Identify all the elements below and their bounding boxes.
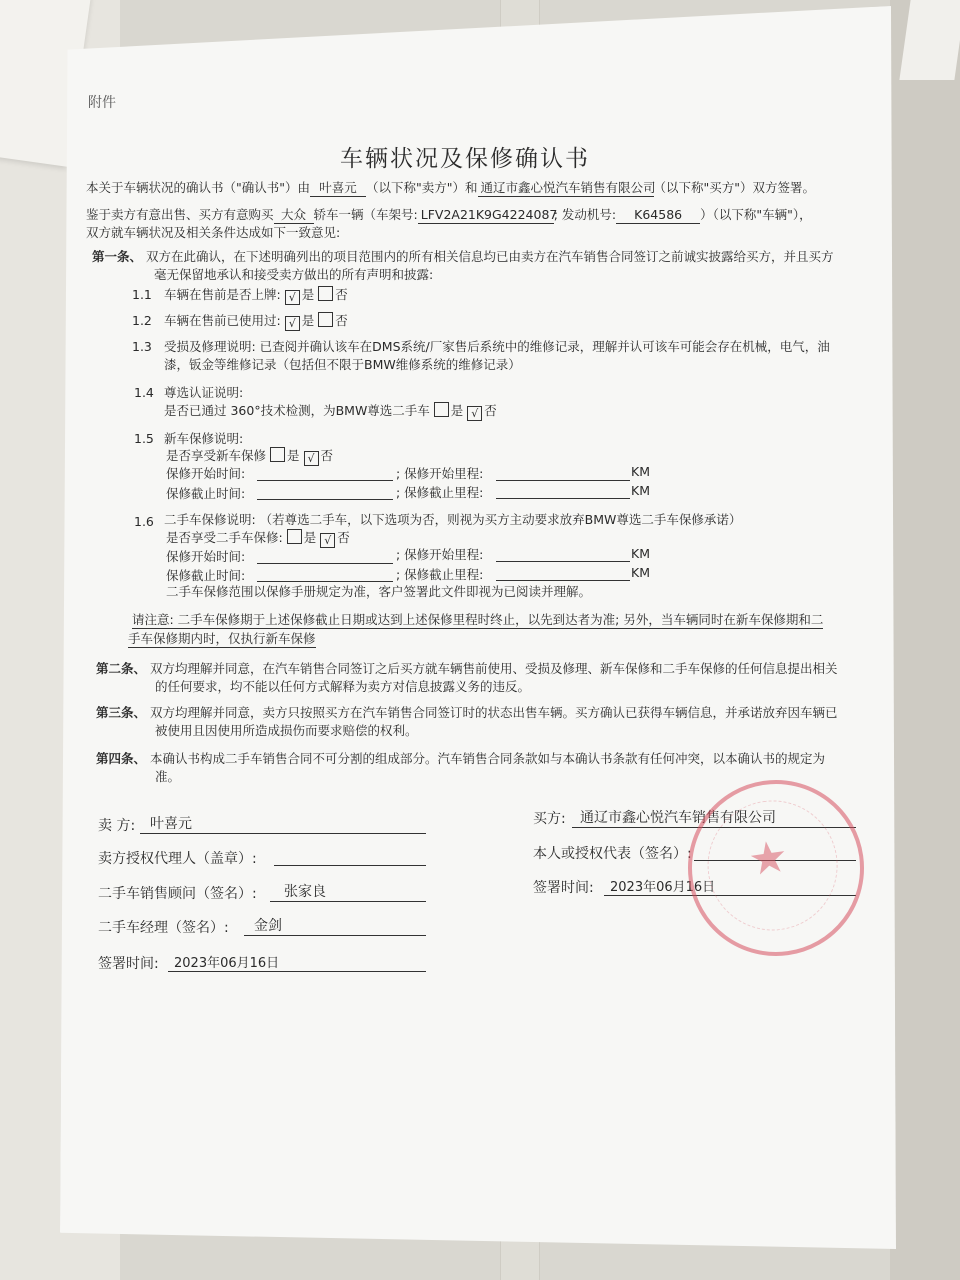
used-car-mileage-start-label: ; 保修开始里程: (396, 547, 484, 562)
item-1-6-line-1: 二手车保修说明: （若尊选二手车，以下选项为否，则视为买方主动要求放弃BMW尊选二手车保修承诺） (164, 512, 742, 527)
item-1-3-line-2: 漆，钣金等维修记录（包括但不限于BMW维修系统的维修记录） (164, 357, 521, 372)
seller-date-label: 签署时间: (98, 956, 159, 972)
used-car-warranty-end-field[interactable] (257, 581, 393, 582)
seller-date-value: 2023年06月16日 (174, 956, 280, 971)
new-car-warranty-start-field[interactable] (257, 480, 393, 481)
used-car-mileage-end-label: ; 保修截止里程: (396, 567, 484, 582)
buyer-rep-label: 本人或授权代表（签名）: (533, 846, 692, 862)
item-1-1-number: 1.1 (132, 287, 152, 302)
notice-line-2: 手车保修期内时，仅执行新车保修 (128, 631, 316, 646)
item-1-5-line-2: 是否享受新车保修 是 √ 否 (166, 448, 334, 465)
seller-label: 卖 方: (98, 818, 136, 834)
seller-agent-line[interactable] (274, 865, 426, 866)
document-title: 车辆状况及保修确认书 (340, 146, 590, 172)
checkbox-empty[interactable] (318, 312, 333, 327)
used-car-warranty-start-field[interactable] (257, 563, 393, 564)
seller-signature-line[interactable] (140, 833, 426, 834)
seller-name: 叶喜元 (310, 179, 366, 197)
manager-label: 二手车经理（签名）: (98, 920, 229, 936)
km-unit: KM (631, 546, 650, 561)
checkbox-checked[interactable]: √ (467, 406, 482, 421)
checkbox-empty[interactable] (318, 286, 333, 301)
background-right (890, 0, 960, 1280)
manager-value: 金剑 (254, 918, 282, 934)
new-car-warranty-end-label: 保修截止时间: (166, 486, 246, 501)
used-car-mileage-end-field[interactable] (496, 580, 630, 581)
seal-star-icon: ★ (745, 830, 792, 887)
item-1-5-line-1: 新车保修说明: (164, 431, 244, 446)
item-1-6-line-2: 是否享受二手车保修: 是 √ 否 (166, 530, 350, 547)
new-car-warranty-start-label: 保修开始时间: (166, 466, 246, 481)
sales-advisor-label: 二手车销售顾问（签名）: (98, 886, 257, 902)
attachment-note: 附件 (88, 95, 116, 111)
checkbox-empty[interactable] (287, 529, 302, 544)
manager-line[interactable] (244, 935, 426, 936)
item-1-6-line-3: 二手车保修范围以保修手册规定为准，客户签署此文件即视为已阅读并理解。 (166, 584, 592, 599)
item-1-1: 车辆在售前是否上牌: √ 是 否 (164, 287, 348, 304)
article-3: 第三条、 双方均理解并同意，卖方只按照买方在汽车销售合同签订时的状态出售车辆。买方确认已获得车辆信息，并承诺放弃因车辆已 (96, 705, 838, 720)
checkbox-checked[interactable]: √ (285, 316, 300, 331)
article-2-line-2: 的任何要求，均不能以任何方式解释为卖方对信息披露义务的违反。 (155, 679, 531, 694)
notice-line-1: 请注意: 二手车保修期于上述保修截止日期或达到上述保修里程时终止，以先到达者为准; 另外，当车辆同时在新车保修期和二 (132, 612, 824, 627)
engine-number: K64586 (616, 206, 700, 224)
article-4-line-2: 准。 (155, 769, 181, 784)
km-unit: KM (631, 483, 650, 498)
seller-date-line[interactable] (168, 971, 426, 972)
km-unit: KM (631, 565, 650, 580)
new-car-mileage-end-label: ; 保修截止里程: (396, 485, 484, 500)
item-1-3-number: 1.3 (132, 339, 152, 354)
background-right-paper (899, 0, 960, 80)
checkbox-empty[interactable] (434, 402, 449, 417)
article-1-line-2: 毫无保留地承认和接受卖方做出的所有声明和披露: (154, 267, 434, 282)
km-unit: KM (631, 464, 650, 479)
new-car-warranty-end-field[interactable] (257, 499, 393, 500)
buyer-name: 通辽市鑫心悦汽车销售有限公司 (478, 179, 654, 197)
item-1-5-number: 1.5 (134, 431, 154, 446)
article-2: 第二条、 双方均理解并同意，在汽车销售合同签订之后买方就车辆售前使用、受损及修理、新车保修和二手车保修的任何信息提出相关 (96, 661, 838, 676)
item-1-4-number: 1.4 (134, 385, 154, 400)
buyer-signature-value: 通辽市鑫心悦汽车销售有限公司 (580, 810, 776, 826)
buyer-date-label: 签署时间: (533, 880, 594, 896)
item-1-4-line-2: 是否已通过 360°技术检测，为BMW尊选二手车 是 √ 否 (164, 403, 497, 420)
vehicle-brand: 大众 (274, 206, 314, 224)
seller-signature-value: 叶喜元 (150, 816, 192, 832)
buyer-date-value: 2023年06月16日 (610, 880, 716, 895)
sales-advisor-value: 张家良 (284, 884, 326, 900)
item-1-6-number: 1.6 (134, 514, 154, 529)
checkbox-checked[interactable]: √ (304, 451, 319, 466)
new-car-mileage-start-field[interactable] (496, 480, 630, 481)
checkbox-checked[interactable]: √ (285, 290, 300, 305)
used-car-mileage-start-field[interactable] (496, 561, 630, 562)
intro-line-2: 鉴于卖方有意出售、买方有意购买 大众 轿车一辆（车架号: LFV2A21K9G4224087; 发动机号: K64586 ）（以下称"车辆"）， (86, 207, 812, 222)
checkbox-checked[interactable]: √ (320, 533, 335, 548)
item-1-3-line-1: 受损及修理说明: 已查阅并确认该车在DMS系统/厂家售后系统中的维修记录，理解并认可该车可能会存在机械，电气，油 (164, 339, 830, 354)
checkbox-empty[interactable] (270, 447, 285, 462)
used-car-warranty-end-label: 保修截止时间: (166, 568, 246, 583)
item-1-2-number: 1.2 (132, 313, 152, 328)
article-1: 第一条、 双方在此确认，在下述明确列出的项目范围内的所有相关信息均已由卖方在汽车销售合同签订之前诚实披露给买方，并且买方 (92, 249, 834, 264)
intro-line-1: 本关于车辆状况的确认书（"确认书"）由 叶喜元 （以下称"卖方"）和 通辽市鑫心悦汽车销售有限公司（以下称"买方"）双方签署。 (86, 180, 815, 195)
intro-line-3: 双方就车辆状况及相关条件达成如下一致意见: (86, 225, 341, 240)
article-3-line-2: 被使用且因使用所造成损伤而要求赔偿的权利。 (155, 723, 418, 738)
used-car-warranty-start-label: 保修开始时间: (166, 549, 246, 564)
new-car-mileage-start-label: ; 保修开始里程: (396, 466, 484, 481)
item-1-4-line-1: 尊选认证说明: (164, 385, 244, 400)
buyer-label: 买方: (533, 811, 566, 827)
article-4: 第四条、 本确认书构成二手车销售合同不可分割的组成部分。汽车销售合同条款如与本确认书条款有任何冲突，以本确认书的规定为 (96, 751, 826, 766)
vin-number: LFV2A21K9G4224087 (418, 206, 554, 224)
item-1-2: 车辆在售前已使用过: √ 是 否 (164, 313, 348, 330)
sales-advisor-line[interactable] (270, 901, 426, 902)
seller-agent-label: 卖方授权代理人（盖章）: (98, 851, 257, 867)
new-car-mileage-end-field[interactable] (496, 498, 630, 499)
